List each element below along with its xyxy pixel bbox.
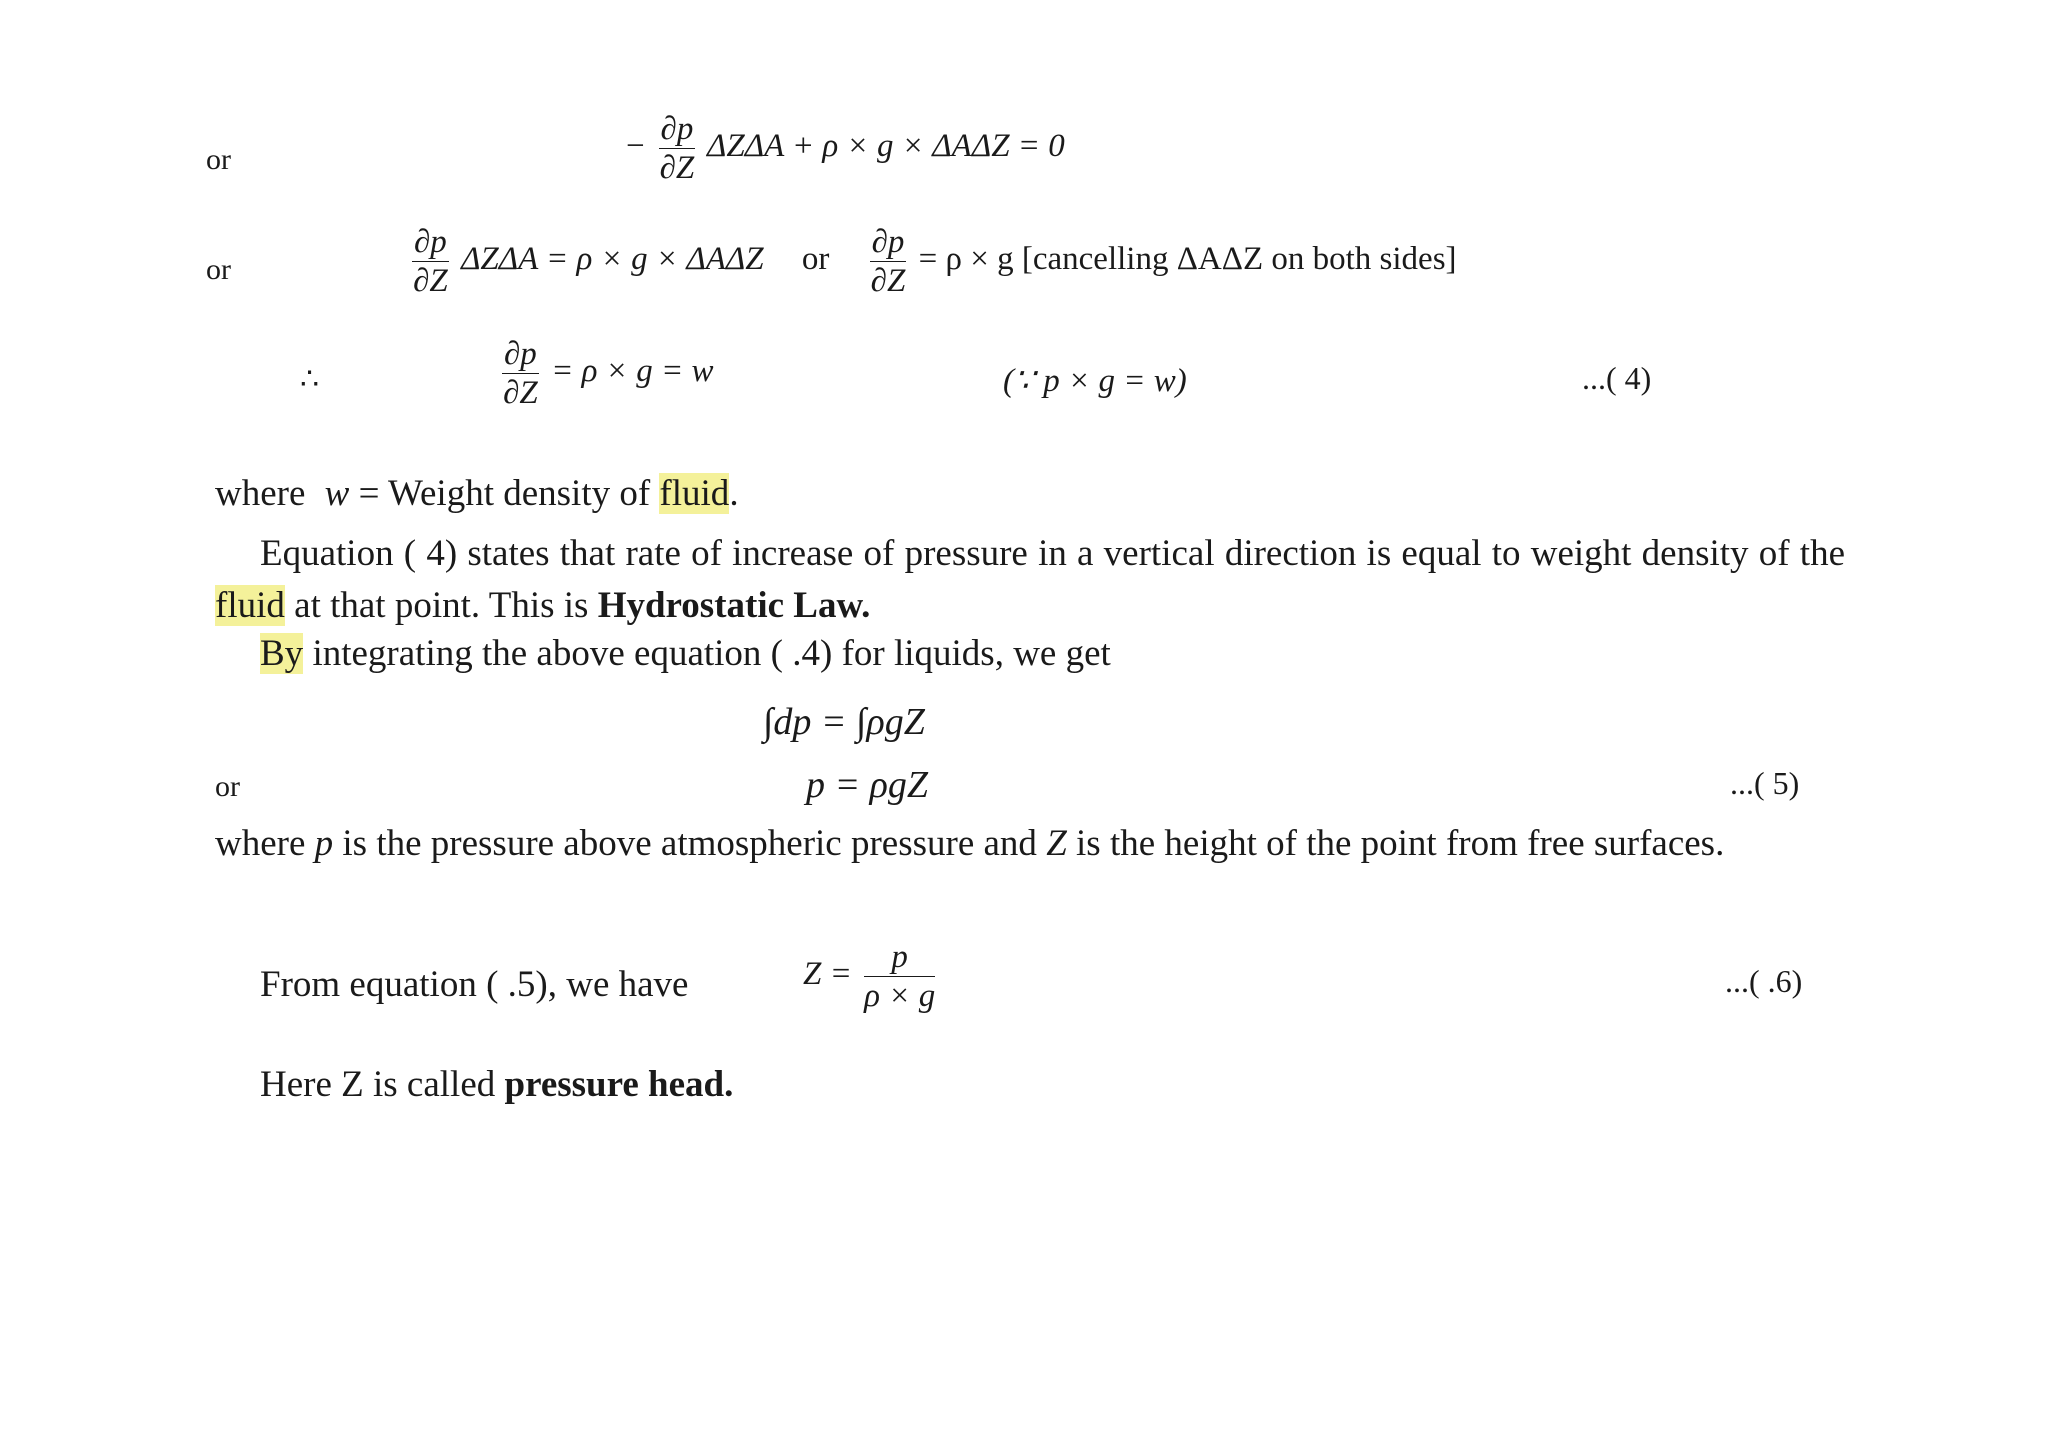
final-text: Here Z is called [260, 1064, 505, 1105]
para3-a: where [215, 823, 315, 864]
where-highlight: fluid [659, 473, 730, 514]
equation-3 [498, 337, 713, 410]
eq3-therefore: ∴ [300, 363, 320, 396]
eq6-frac-num: p [864, 940, 935, 977]
eq1-rest: ΔZΔA + ρ × g × ΔAΔZ = 0 [707, 128, 1065, 165]
eq3-frac-den: ∂Z [503, 374, 538, 411]
where-text-b: . [729, 473, 739, 514]
where-symbol: w [324, 473, 350, 514]
eq6-lhs: Z = [803, 956, 852, 993]
eq2-part-1: ΔZΔA = ρ × g × ΔAΔZ [461, 241, 764, 278]
para1-bold: Hydrostatic Law. [597, 585, 871, 626]
eq1-label: or [206, 143, 231, 176]
eq1-frac-den: ∂Z [659, 149, 695, 186]
eq3-fraction [502, 337, 539, 410]
para3-z: Z [1046, 823, 1067, 864]
eq2-label: or [206, 253, 231, 286]
final-bold: pressure head. [504, 1064, 734, 1105]
eq2-fraction-2 [870, 225, 907, 298]
eq3-rest: = ρ × g = w [551, 353, 714, 390]
pressure-head-line [260, 1063, 733, 1106]
eq2-frac1-den: ∂Z [413, 262, 448, 299]
para1-a: Equation ( 4) states that rate of increase of pressure in a vertical direction is equal to weight density of the [260, 533, 1845, 574]
eq2-fraction-1 [412, 225, 449, 298]
para3-b: is the pressure above atmospheric pressure and [333, 823, 1047, 864]
equation-6 [803, 940, 939, 1013]
where-text-a: = Weight density of [349, 473, 660, 514]
para1-highlight: fluid [215, 585, 285, 626]
eq2-frac1-num: ∂p [414, 224, 447, 260]
eq5-number: ...( 5) [1730, 765, 1800, 801]
paragraph-hydrostatic-law [215, 528, 1845, 632]
eq6-intro: From equation ( .5), we have [260, 964, 689, 1005]
eq1-sign: − [624, 128, 647, 165]
paragraph-integrating [260, 632, 1111, 675]
para1-b: at that point. This is [284, 585, 598, 626]
para2-highlight: By [260, 633, 304, 674]
eq2-frac2-num: ∂p [871, 224, 905, 260]
para3-p: p [314, 823, 334, 864]
eq1-fraction [659, 112, 696, 185]
eq6-frac-den: ρ × g [864, 977, 936, 1014]
equation-2 [408, 225, 1457, 298]
equation-5: p = ρgZ [806, 764, 929, 806]
eq6-number: ...( .6) [1725, 963, 1803, 999]
eq1-frac-num: ∂p [660, 111, 694, 147]
eq2-or: or [801, 241, 830, 278]
eq3-note: (∵ p × g = w) [1003, 363, 1187, 399]
equation-integral: ∫dp = ∫ρgZ [763, 701, 925, 743]
where-w-line [215, 472, 739, 515]
paragraph-where-p [215, 818, 1845, 870]
para2-rest: integrating the above equation ( .4) for liquids, we get [303, 633, 1111, 674]
eq6-fraction [864, 940, 935, 1013]
eq2-frac2-den: ∂Z [870, 262, 906, 299]
para3-c: is the height of the point from free surfaces. [1066, 823, 1725, 864]
eq5-label: or [215, 770, 240, 803]
eq2-part-2: = ρ × g [cancelling ΔAΔZ on both sides] [918, 241, 1457, 278]
eq3-frac-num: ∂p [504, 336, 537, 372]
equation-1 [624, 112, 1065, 185]
eq3-number: ...( 4) [1582, 360, 1652, 396]
where-prefix: where [215, 473, 306, 514]
